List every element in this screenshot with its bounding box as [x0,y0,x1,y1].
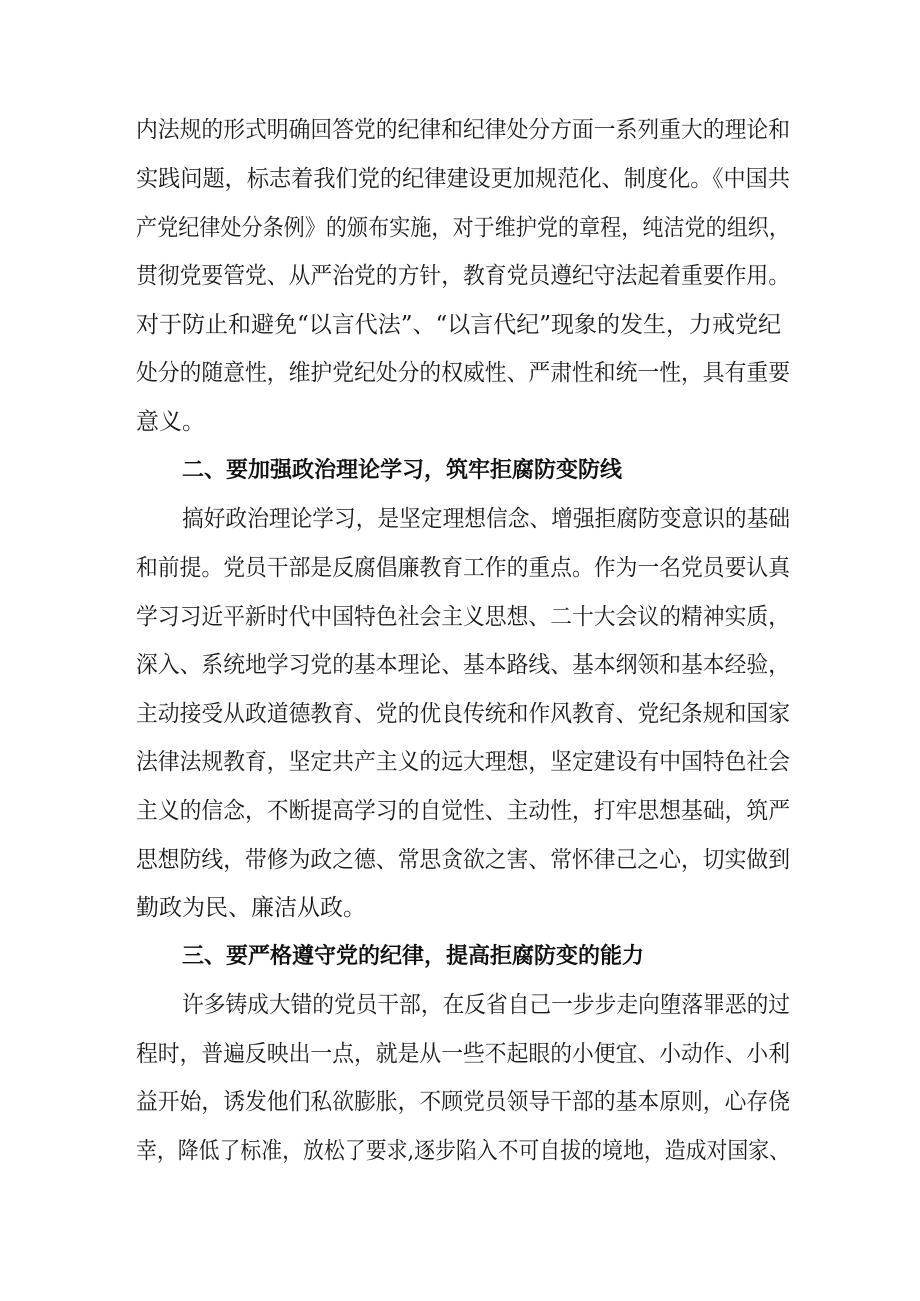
line-text: 产党纪律处分条例》的颁布实施，对于维护党的章程，纯洁党的组织， [136,215,790,241]
section-heading [0,937,920,977]
line-text: 程时，普遍反映出一点，就是从一些不起眼的小便宜、小动作、小利 [136,1041,790,1067]
line-text: 许多铸成大错的党员干部，在反省自己一步步走向堕落罪恶的过 [182,992,790,1018]
line-text: 实践问题，标志着我们党的纪律建设更加规范化、制度化。《中国共 [136,166,790,192]
paragraph-line [0,791,920,831]
paragraph-line [0,1082,920,1122]
paragraph-line [0,208,920,248]
line-text: 主动接受从政道德教育、党的优良传统和作风教育、党纪条规和国家 [136,701,790,727]
line-text: 法律法规教育，坚定共产主义的远大理想，坚定建设有中国特色社会 [136,749,790,775]
line-text: 勤政为民、廉洁从政。 [136,895,366,921]
paragraph-line [0,548,920,588]
section-heading [0,451,920,491]
line-text: 主义的信念，不断提高学习的自觉性、主动性，打牢思想基础，筑严 [136,798,790,824]
paragraph-line [0,694,920,734]
paragraph-line [0,353,920,393]
paragraph-line [0,402,920,442]
paragraph-line [0,499,920,539]
paragraph-line [0,888,920,928]
paragraph-line [0,742,920,782]
line-text: 学习习近平新时代中国特色社会主义思想、二十大会议的精神实质， [136,604,790,630]
paragraph-line [0,645,920,685]
line-text: 内法规的形式明确回答党的纪律和纪律处分方面一系列重大的理论和 [136,117,790,143]
paragraph-line [0,1131,920,1171]
paragraph-line [0,985,920,1025]
line-text: 幸，降低了标准，放松了要求,逐步陷入不可自拔的境地，造成对国家、 [136,1138,790,1164]
heading-text: 三、要严格遵守党的纪律，提高拒腐防变的能力 [182,944,645,969]
line-text: 贯彻党要管党、从严治党的方针，教育党员遵纪守法起着重要作用。 [136,263,790,289]
paragraph-line [0,840,920,880]
paragraph-line [0,110,920,150]
line-text: 和前提。党员干部是反腐倡廉教育工作的重点。作为一名党员要认真 [136,555,790,581]
line-text: 对于防止和避免“以言代法”、“以言代纪”现象的发生，力戒党纪 [136,312,782,338]
paragraph-line [0,159,920,199]
line-text: 思想防线，带修为政之德、常思贪欲之害、常怀律己之心，切实做到 [136,847,790,873]
paragraph-line [0,256,920,296]
line-text: 搞好政治理论学习，是坚定理想信念、增强拒腐防变意识的基础 [182,506,790,532]
paragraph-line [0,305,920,345]
line-text: 深入、系统地学习党的基本理论、基本路线、基本纲领和基本经验， [136,652,790,678]
paragraph-line [0,597,920,637]
line-text: 益开始，诱发他们私欲膨胀，不顾党员领导干部的基本原则，心存侥 [136,1089,790,1115]
paragraph-line [0,1034,920,1074]
line-text: 意义。 [136,409,205,435]
line-text: 处分的随意性，维护党纪处分的权威性、严肃性和统一性，具有重要 [136,360,790,386]
heading-text: 二、要加强政治理论学习，筑牢拒腐防变防线 [182,458,623,483]
